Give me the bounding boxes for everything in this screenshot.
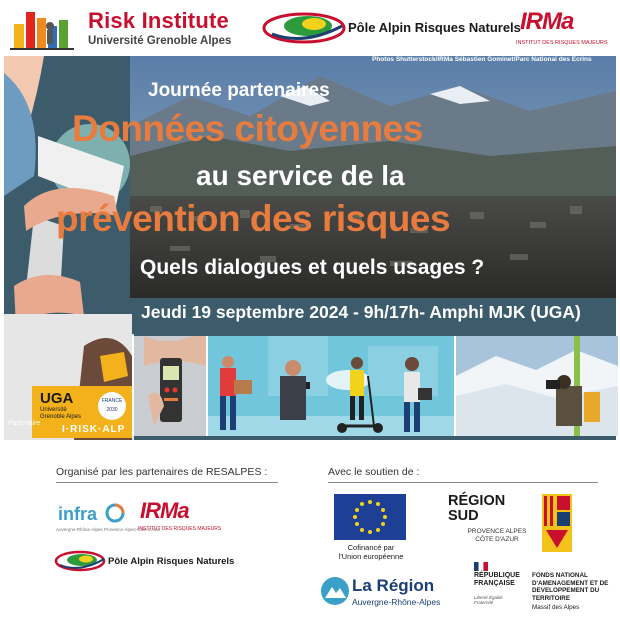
street-people-illustration-icon <box>208 336 454 436</box>
pole-alpin-logo-icon <box>262 12 346 44</box>
pole-alpin-footer-name: Pôle Alpin Risques Naturels <box>108 556 235 567</box>
fnadt-subtitle: Massif des Alpes <box>532 604 580 611</box>
risk-institute-logo-icon <box>10 6 82 50</box>
uga-logo: UGA <box>40 390 74 407</box>
france-2030-badge: FRANCE 2030 <box>98 392 126 420</box>
risk-institute-subtitle: Université Grenoble Alpes <box>88 35 232 47</box>
la-region-title: La Région <box>352 576 435 595</box>
infra-subtitle: Auvergne-Rhône-Alpes Provence-Alpes-Côte d'Azur <box>56 527 161 532</box>
photo-credit: Photos Shutterstock/IRMa Sébastien Gominet/Parc National des Ecrins <box>372 56 592 63</box>
eu-flag-icon <box>334 494 406 540</box>
irma-logo: IRMa <box>520 8 574 35</box>
partner-label: Partenaire <box>8 420 41 427</box>
marianne-flag-icon <box>474 562 488 571</box>
panel-sound-meter <box>132 336 206 436</box>
uga-logo-sub: Université Grenoble Alpes <box>40 407 82 420</box>
republique-francaise: RÉPUBLIQUE FRANÇAISE <box>474 572 520 587</box>
region-sud-coat-of-arms-icon <box>542 494 572 552</box>
pole-alpin-name: Pôle Alpin Risques Naturels <box>348 20 521 35</box>
sound-meter-icon <box>134 336 206 436</box>
panel-mountain-photographer <box>454 336 618 436</box>
irma-footer-logo: IRMa <box>140 498 189 523</box>
title-line2: au service de la <box>196 160 405 191</box>
support-rule <box>328 482 598 483</box>
irisk-alp-label: I·RISK·ALP <box>62 424 126 435</box>
event-date-place: Jeudi 19 septembre 2024 - 9h/17h- Amphi MJK (UGA) <box>141 302 581 322</box>
eu-caption: Cofinancé par l'Union européenne <box>338 543 404 561</box>
la-region-mountain-icon <box>320 576 350 606</box>
infra-logo: infra <box>58 504 98 524</box>
risk-institute-title: Risk Institute <box>88 8 229 33</box>
irma-footer-subtitle: INSTITUT DES RISQUES MAJEURS <box>138 526 222 532</box>
republique-motto: Liberté Égalité Fraternité <box>474 595 503 605</box>
header-banner <box>0 0 620 56</box>
infra-swirl-icon <box>104 502 126 524</box>
event-question: Quels dialogues et quels usages ? <box>140 256 485 279</box>
pole-alpin-footer-icon <box>54 550 106 572</box>
title-line3: prévention des risques <box>56 198 451 239</box>
event-type: Journée partenaires <box>148 80 330 101</box>
panel-street-people <box>206 336 454 436</box>
mountain-photographer-icon <box>456 336 618 436</box>
region-sud-subtitle: PROVENCE ALPES CÔTE D'AZUR <box>467 528 527 543</box>
organised-by-label: Organisé par les partenaires de RESALPES : <box>56 466 268 478</box>
region-sud-title: RÉGION SUD <box>448 493 506 524</box>
organised-rule <box>56 482 278 483</box>
title-line1: Données citoyennes <box>72 108 423 149</box>
irma-subtitle: INSTITUT DES RISQUES MAJEURS <box>516 40 608 46</box>
support-label: Avec le soutien de : <box>328 466 420 478</box>
la-region-subtitle: Auvergne-Rhône-Alpes <box>352 597 441 607</box>
fnadt-title: FONDS NATIONAL D'AMENAGEMENT ET DE DEVELOPPEMENT DU TERRITOIRE <box>532 572 609 602</box>
